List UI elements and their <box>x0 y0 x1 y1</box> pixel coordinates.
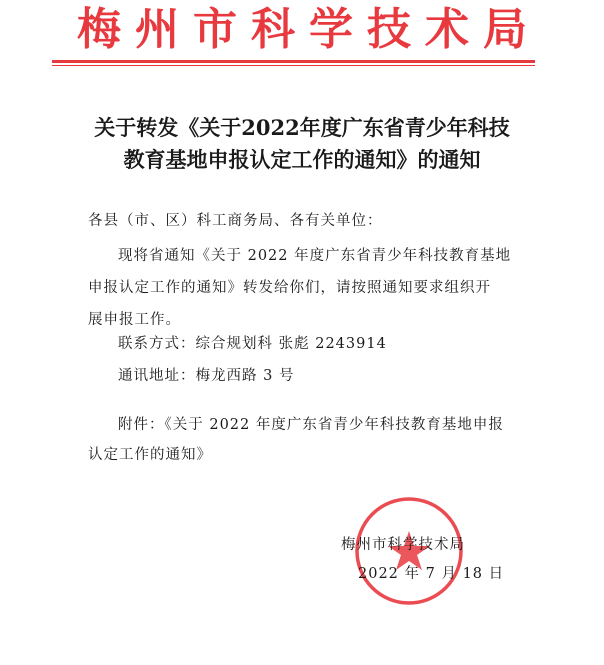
addressee: 各县（市、区）科工商务局、各有关单位： <box>88 213 383 229</box>
body-line-3: 展申报工作。 <box>88 312 181 328</box>
document-title-line-1: 关于转发《关于2022年度广东省青少年科技 <box>94 115 510 140</box>
contact-info: 联系方式：综合规划科 张彪 2243914 <box>118 336 387 352</box>
signature-date: 2022 年 7 月 18 日 <box>358 566 505 582</box>
body-line-2: 申报认定工作的通知》转发给你们，请按照通知要求组织开 <box>88 280 491 296</box>
body-line-1: 现将省通知《关于 2022 年度广东省青少年科技教育基地 <box>118 248 512 264</box>
masthead-rule-thin <box>52 65 535 66</box>
attachment-line-2: 认定工作的通知》 <box>88 447 212 463</box>
attachment-line-1: 附件：《关于 2022 年度广东省青少年科技教育基地申报 <box>118 417 504 433</box>
mailing-address: 通讯地址：梅龙西路 3 号 <box>118 368 295 384</box>
masthead-rule-thick <box>52 60 535 63</box>
signature-organization: 梅州市科学技术局 <box>341 537 465 553</box>
masthead: 梅州市科学技术局 <box>77 4 541 55</box>
document-title-line-2: 教育基地申报认定工作的通知》的通知 <box>123 147 481 172</box>
